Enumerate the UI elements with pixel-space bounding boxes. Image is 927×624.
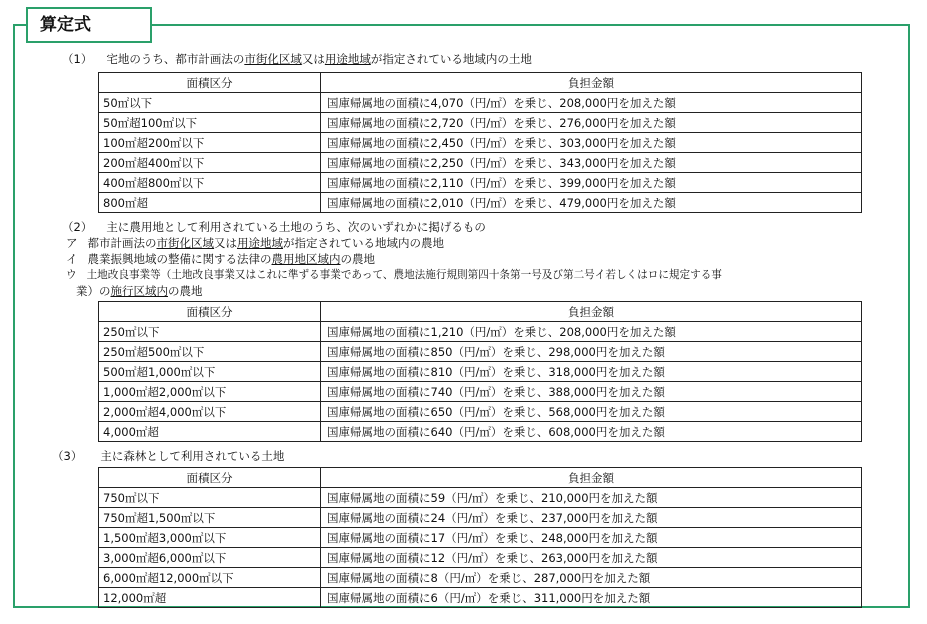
section-1-heading: （1） 宅地のうち、都市計画法の市街化区域又は用途地域が指定されている地域内の土地 bbox=[62, 52, 532, 66]
area-cell: 100㎡超200㎡以下 bbox=[99, 133, 321, 153]
table-row bbox=[99, 133, 862, 153]
amount-cell: 国庫帰属地の面積に640（円/㎡）を乗じ、608,000円を加えた額 bbox=[321, 422, 862, 442]
section-1-table bbox=[98, 72, 862, 213]
table-row bbox=[99, 193, 862, 213]
table-row bbox=[99, 322, 862, 342]
table-row bbox=[99, 508, 862, 528]
amount-cell: 国庫帰属地の面積に59（円/㎡）を乗じ、210,000円を加えた額 bbox=[321, 488, 862, 508]
table-header-row bbox=[99, 73, 862, 93]
area-cell: 6,000㎡超12,000㎡以下 bbox=[99, 568, 321, 588]
area-cell: 4,000㎡超 bbox=[99, 422, 321, 442]
amount-cell: 国庫帰属地の面積に850（円/㎡）を乗じ、298,000円を加えた額 bbox=[321, 342, 862, 362]
table-row bbox=[99, 588, 862, 608]
table-row bbox=[99, 528, 862, 548]
area-cell: 1,000㎡超2,000㎡以下 bbox=[99, 382, 321, 402]
area-cell: 3,000㎡超6,000㎡以下 bbox=[99, 548, 321, 568]
section-2-item-a: ア 都市計画法の市街化区域又は用途地域が指定されている地域内の農地 bbox=[66, 236, 444, 250]
amount-cell: 国庫帰属地の面積に12（円/㎡）を乗じ、263,000円を加えた額 bbox=[321, 548, 862, 568]
section-2-table bbox=[98, 301, 862, 442]
header-area: 面積区分 bbox=[99, 302, 321, 322]
amount-cell: 国庫帰属地の面積に2,450（円/㎡）を乗じ、303,000円を加えた額 bbox=[321, 133, 862, 153]
section-2-item-u: ウ 土地改良事業等（土地改良事業又はこれに準ずる事業であって、農地法施行規則第四十条第一号及び第二号イ若しくはロに規定する事 bbox=[66, 269, 722, 281]
section-title: 算定式 bbox=[26, 7, 152, 43]
table-row bbox=[99, 113, 862, 133]
table-row bbox=[99, 548, 862, 568]
amount-cell: 国庫帰属地の面積に17（円/㎡）を乗じ、248,000円を加えた額 bbox=[321, 528, 862, 548]
area-cell: 750㎡超1,500㎡以下 bbox=[99, 508, 321, 528]
table-row bbox=[99, 402, 862, 422]
section-2-item-i: イ 農業振興地域の整備に関する法律の農用地区域内の農地 bbox=[66, 252, 375, 266]
section-3-heading: （3） 主に森林として利用されている土地 bbox=[52, 449, 285, 463]
area-cell: 500㎡超1,000㎡以下 bbox=[99, 362, 321, 382]
amount-cell: 国庫帰属地の面積に2,250（円/㎡）を乗じ、343,000円を加えた額 bbox=[321, 153, 862, 173]
amount-cell: 国庫帰属地の面積に2,720（円/㎡）を乗じ、276,000円を加えた額 bbox=[321, 113, 862, 133]
area-cell: 750㎡以下 bbox=[99, 488, 321, 508]
header-amount: 負担金額 bbox=[321, 73, 862, 93]
table-row bbox=[99, 568, 862, 588]
amount-cell: 国庫帰属地の面積に1,210（円/㎡）を乗じ、208,000円を加えた額 bbox=[321, 322, 862, 342]
amount-cell: 国庫帰属地の面積に740（円/㎡）を乗じ、388,000円を加えた額 bbox=[321, 382, 862, 402]
amount-cell: 国庫帰属地の面積に8（円/㎡）を乗じ、287,000円を加えた額 bbox=[321, 568, 862, 588]
section-3-table bbox=[98, 467, 862, 608]
amount-cell: 国庫帰属地の面積に810（円/㎡）を乗じ、318,000円を加えた額 bbox=[321, 362, 862, 382]
header-area: 面積区分 bbox=[99, 468, 321, 488]
amount-cell: 国庫帰属地の面積に24（円/㎡）を乗じ、237,000円を加えた額 bbox=[321, 508, 862, 528]
section-2-number: （2） bbox=[62, 220, 93, 234]
amount-cell: 国庫帰属地の面積に4,070（円/㎡）を乗じ、208,000円を加えた額 bbox=[321, 93, 862, 113]
area-cell: 12,000㎡超 bbox=[99, 588, 321, 608]
amount-cell: 国庫帰属地の面積に6（円/㎡）を乗じ、311,000円を加えた額 bbox=[321, 588, 862, 608]
table-row bbox=[99, 342, 862, 362]
table-row bbox=[99, 93, 862, 113]
area-cell: 250㎡超500㎡以下 bbox=[99, 342, 321, 362]
area-cell: 800㎡超 bbox=[99, 193, 321, 213]
header-amount: 負担金額 bbox=[321, 468, 862, 488]
table-row bbox=[99, 382, 862, 402]
area-cell: 50㎡以下 bbox=[99, 93, 321, 113]
section-2-heading: （2） 主に農用地として利用されている土地のうち、次のいずれかに掲げるもの bbox=[62, 220, 486, 234]
area-cell: 1,500㎡超3,000㎡以下 bbox=[99, 528, 321, 548]
table-header-row bbox=[99, 302, 862, 322]
area-cell: 200㎡超400㎡以下 bbox=[99, 153, 321, 173]
header-area: 面積区分 bbox=[99, 73, 321, 93]
amount-cell: 国庫帰属地の面積に650（円/㎡）を乗じ、568,000円を加えた額 bbox=[321, 402, 862, 422]
section-3-number: （3） bbox=[52, 449, 83, 463]
table-row bbox=[99, 488, 862, 508]
area-cell: 250㎡以下 bbox=[99, 322, 321, 342]
table-header-row bbox=[99, 468, 862, 488]
section-2-item-u-cont: 業）の施行区域内の農地 bbox=[76, 284, 203, 298]
table-row bbox=[99, 173, 862, 193]
area-cell: 400㎡超800㎡以下 bbox=[99, 173, 321, 193]
table-row bbox=[99, 153, 862, 173]
section-1-number: （1） bbox=[62, 52, 93, 66]
table-row bbox=[99, 422, 862, 442]
area-cell: 2,000㎡超4,000㎡以下 bbox=[99, 402, 321, 422]
area-cell: 50㎡超100㎡以下 bbox=[99, 113, 321, 133]
amount-cell: 国庫帰属地の面積に2,010（円/㎡）を乗じ、479,000円を加えた額 bbox=[321, 193, 862, 213]
header-amount: 負担金額 bbox=[321, 302, 862, 322]
amount-cell: 国庫帰属地の面積に2,110（円/㎡）を乗じ、399,000円を加えた額 bbox=[321, 173, 862, 193]
table-row bbox=[99, 362, 862, 382]
